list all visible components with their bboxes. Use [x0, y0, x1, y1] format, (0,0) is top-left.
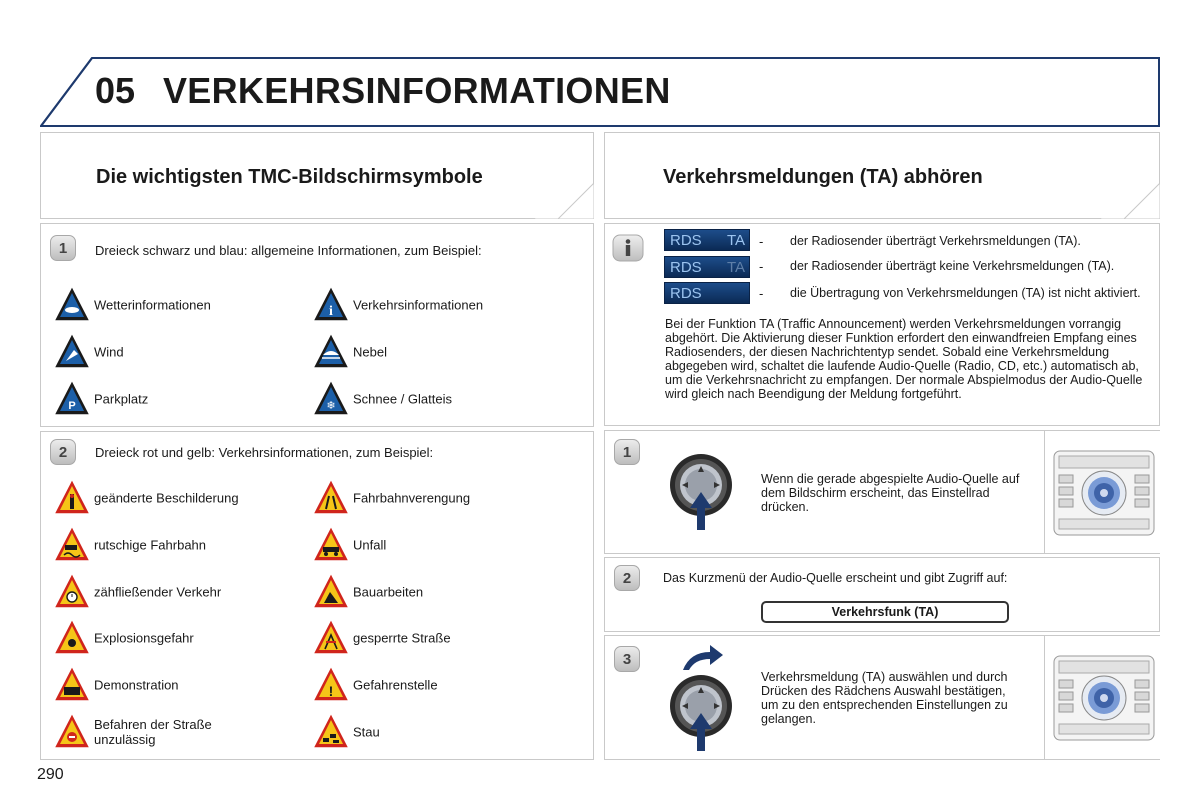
symbol-item [52, 283, 292, 327]
step1-text: Wenn die gerade abgespielte Audio-Quelle auf dem Bildschirm erscheint, das Einstellrad drücken. [761, 472, 1020, 514]
symbol-label: Schnee / Glatteis [353, 391, 452, 407]
symbol-item [52, 330, 292, 374]
symbol-item [311, 570, 551, 614]
step2-text: Das Kurzmenü der Audio-Quelle erscheint und gibt Zugriff auf: [663, 571, 1008, 585]
symbol-label: gesperrte Straße [353, 630, 451, 646]
svg-text:❄: ❄ [326, 399, 336, 412]
symbol-label: Verkehrsinformationen [353, 297, 484, 313]
console-thumbnail-1 [1044, 431, 1160, 553]
symbol-label: rutschige Fahrbahn [94, 537, 207, 553]
rds-dash-1: - [759, 234, 764, 249]
rds-dash-2: - [759, 259, 764, 274]
symbol-label: Nebel [353, 344, 387, 360]
step-badge-2: 2 [48, 437, 78, 467]
symbol-label: Unfall [353, 537, 387, 553]
symbol-label: Demonstration [94, 677, 179, 693]
symbol-label: Wetterinformationen [94, 297, 211, 313]
symbol-item [311, 663, 551, 707]
knob-press-icon [668, 452, 738, 532]
symbol-label: Befahren der Straße unzulässig [94, 717, 212, 747]
symbol-label: Parkplatz [94, 391, 149, 407]
symbol-label: Stau [353, 724, 380, 740]
traffic-announcement-menu-item[interactable]: Verkehrsfunk (TA) [761, 601, 1009, 623]
svg-text:P: P [68, 400, 76, 412]
knob-select-icon [668, 673, 738, 753]
step-badge-1: 1 [48, 233, 78, 263]
rds-text-2: der Radiosender überträgt keine Verkehrsmeldungen (TA). [790, 259, 1115, 273]
left-heading: Die wichtigsten TMC-Bildschirmsymbole [96, 166, 483, 188]
symbol-label: Fahrbahnverengung [353, 490, 471, 506]
symbol-item [52, 523, 292, 567]
left-heading-panel [40, 132, 594, 219]
symbol-label: Bauarbeiten [353, 584, 424, 600]
symbol-item [311, 377, 551, 421]
blue-symbols-intro: Dreieck schwarz und blau: allgemeine Informationen, zum Beispiel: [95, 243, 482, 258]
rds-text-3: die Übertragung von Verkehrsmeldungen (TA) ist nicht aktiviert. [790, 286, 1141, 300]
symbol-item [311, 710, 551, 754]
console-thumbnail-2 [1044, 636, 1160, 759]
symbol-item [52, 570, 292, 614]
svg-text:i: i [329, 304, 333, 319]
right-heading-panel [604, 132, 1160, 219]
symbol-label: Wind [94, 344, 124, 360]
rds-dash-3: - [759, 286, 764, 301]
symbol-item [52, 710, 292, 754]
symbol-item [52, 616, 292, 660]
red-symbols-intro: Dreieck rot und gelb: Verkehrsinformationen, zum Beispiel: [95, 445, 434, 460]
right-heading: Verkehrsmeldungen (TA) abhören [663, 166, 983, 188]
symbol-item [52, 476, 292, 520]
symbol-item [311, 283, 551, 327]
step-badge-r1: 1 [612, 437, 642, 467]
symbol-item [311, 476, 551, 520]
symbol-item [311, 616, 551, 660]
symbol-item [52, 377, 292, 421]
step-badge-r3: 3 [612, 644, 642, 674]
step-badge-r2: 2 [612, 563, 642, 593]
rds-text-1: der Radiosender überträgt Verkehrsmeldungen (TA). [790, 234, 1081, 248]
svg-text:!: ! [328, 683, 334, 699]
symbol-label: geänderte Beschilderung [94, 490, 239, 506]
step3-text: Verkehrsmeldung (TA) auswählen und durch Drücken des Rädchens Auswahl bestätigen, um zu den entsprechenden Einstellungen zu gelangen. [761, 670, 1008, 726]
symbol-label: Gefahrenstelle [353, 677, 438, 693]
info-icon [611, 233, 645, 263]
symbol-item [52, 663, 292, 707]
symbol-item [311, 523, 551, 567]
rds-indicator-ta-active: RDS TA [664, 229, 750, 251]
rotate-arrow-icon [680, 642, 725, 672]
symbol-label: Explosionsgefahr [94, 630, 194, 646]
chapter-title: VERKEHRSINFORMATIONEN [163, 70, 671, 111]
chapter-number: 05 [95, 70, 136, 111]
rds-indicator-ta-dim: RDS TA [664, 256, 750, 278]
ta-description: Bei der Funktion TA (Traffic Announcement) werden Verkehrsmeldungen vorrangig abgehört. Die Aktivierung dieser Funktion erfordert den einwandfreien Empfang eines Radiosenders, der diesen Nachrichtentyp sendet. Sobald eine Verkehrsmeldung abgegeben wird, schaltet die laufende Audio-Quelle (Radio, CD, etc.) automatisch ab, um die Verkehrsnachricht zu empfangen. Der normale Abspielmodus der Audio-Quelle wird gleich nach Beendigung der Meldung fortgeführt. [665, 317, 1143, 401]
rds-indicator-ta-off: RDS [664, 282, 750, 304]
symbol-label: zähfließender Verkehr [94, 584, 222, 600]
symbol-item [311, 330, 551, 374]
page-number: 290 [37, 766, 64, 783]
